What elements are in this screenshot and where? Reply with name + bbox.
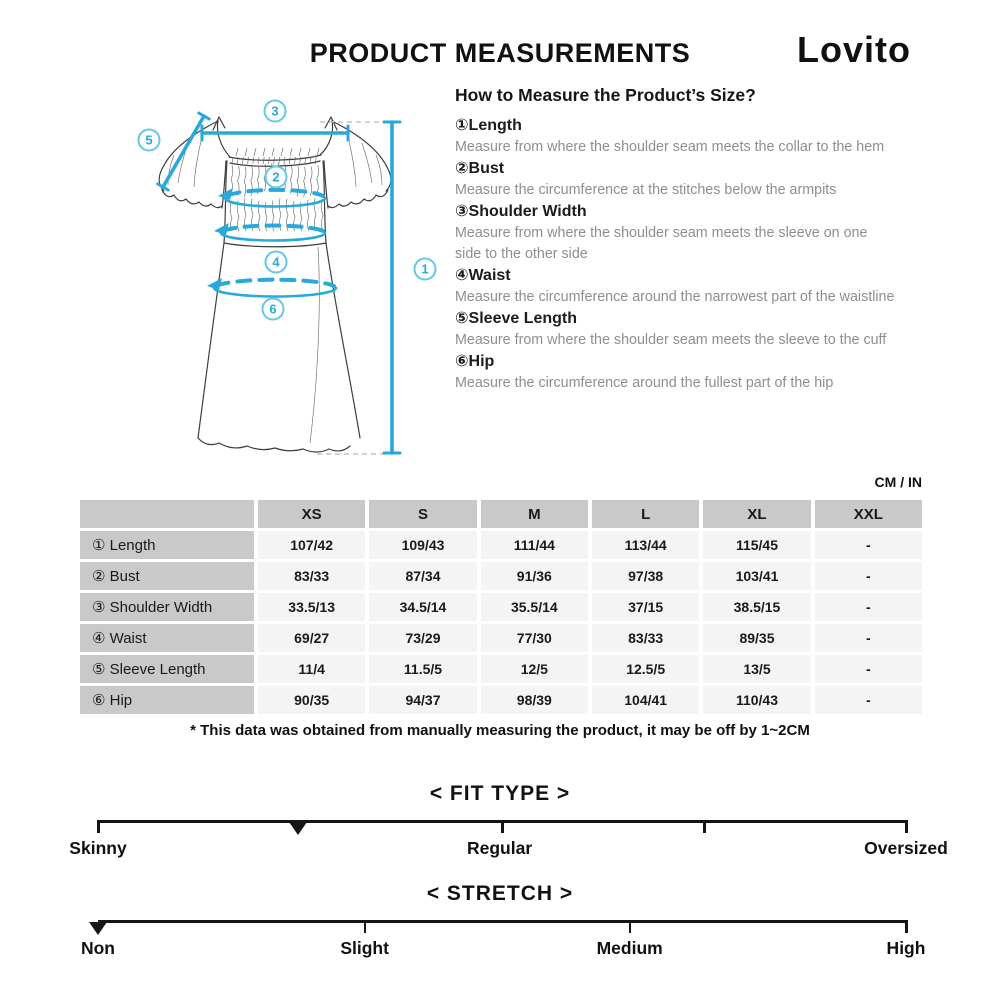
measurement-row-label: ④ Waist bbox=[80, 624, 254, 652]
dress-sketch-icon bbox=[110, 95, 460, 465]
measurement-value-cell: 98/39 bbox=[481, 686, 588, 714]
stretch-label: Non bbox=[80, 938, 116, 958]
measurement-value-cell: - bbox=[815, 531, 922, 559]
shoulder-width-line bbox=[202, 126, 348, 140]
measure-item-label: ①Length bbox=[455, 117, 522, 134]
size-column-header: M bbox=[481, 500, 588, 528]
fit-type-marker-icon bbox=[289, 822, 307, 835]
measure-item-description: Measure from where the shoulder seam meets the sleeve on one side to the other side bbox=[455, 225, 868, 262]
measurement-value-cell: - bbox=[815, 686, 922, 714]
how-to-item bbox=[455, 308, 895, 351]
how-to-list bbox=[455, 115, 895, 394]
measurement-value-cell: 115/45 bbox=[703, 531, 810, 559]
measurement-value-cell: - bbox=[815, 624, 922, 652]
stretch-tick bbox=[905, 920, 908, 933]
measurement-value-cell: 13/5 bbox=[703, 655, 810, 683]
measure-item-description: Measure the circumference around the narrowest part of the waistline bbox=[455, 289, 895, 305]
table-corner-cell bbox=[80, 500, 254, 528]
measurement-value-cell: 69/27 bbox=[258, 624, 365, 652]
measurement-value-cell: 33.5/13 bbox=[258, 593, 365, 621]
stretch-track bbox=[0, 918, 1000, 978]
svg-text:4: 4 bbox=[272, 254, 280, 270]
measurement-value-cell: 113/44 bbox=[592, 531, 699, 559]
how-to-item bbox=[455, 201, 895, 265]
measurement-value-cell: 91/36 bbox=[481, 562, 588, 590]
measure-point-2-icon bbox=[266, 167, 287, 188]
measurement-value-cell: 11.5/5 bbox=[369, 655, 476, 683]
stretch-label: High bbox=[886, 938, 926, 958]
svg-text:2: 2 bbox=[272, 169, 280, 185]
brand-logo: Lovito bbox=[797, 29, 911, 70]
measurement-value-cell: 12/5 bbox=[481, 655, 588, 683]
fit-type-tick bbox=[905, 820, 908, 833]
fit-type-track bbox=[0, 818, 1000, 878]
measurement-value-cell: 107/42 bbox=[258, 531, 365, 559]
measure-item-description: Measure from where the shoulder seam meets the sleeve to the cuff bbox=[455, 332, 887, 348]
measurement-row-label: ⑤ Sleeve Length bbox=[80, 655, 254, 683]
measure-item-label: ④Waist bbox=[455, 267, 511, 284]
measure-point-1-icon bbox=[415, 259, 436, 280]
measure-item-label: ②Bust bbox=[455, 160, 505, 177]
measurement-value-cell: 11/4 bbox=[258, 655, 365, 683]
stretch-tick bbox=[629, 920, 632, 933]
measurement-row-label: ⑥ Hip bbox=[80, 686, 254, 714]
size-column-header: XL bbox=[703, 500, 810, 528]
size-column-header: XXL bbox=[815, 500, 922, 528]
fit-type-title: < FIT TYPE > bbox=[429, 782, 571, 805]
measurement-value-cell: - bbox=[815, 593, 922, 621]
measure-item-description: Measure from where the shoulder seam meets the collar to the hem bbox=[455, 139, 885, 155]
measurement-value-cell: 35.5/14 bbox=[481, 593, 588, 621]
measurement-value-cell: 103/41 bbox=[703, 562, 810, 590]
measurement-value-cell: 89/35 bbox=[703, 624, 810, 652]
measurement-value-cell: 73/29 bbox=[369, 624, 476, 652]
how-to-item bbox=[455, 115, 895, 158]
fit-type-label: Oversized bbox=[864, 838, 948, 858]
measurement-value-cell: 12.5/5 bbox=[592, 655, 699, 683]
measure-item-label: ③Shoulder Width bbox=[455, 203, 587, 220]
fit-type-scale bbox=[0, 782, 1000, 878]
length-line bbox=[384, 122, 400, 453]
svg-text:5: 5 bbox=[145, 132, 153, 148]
measure-item-label: ⑤Sleeve Length bbox=[455, 310, 578, 327]
measure-point-4-icon bbox=[266, 252, 287, 273]
measurement-value-cell: 111/44 bbox=[481, 531, 588, 559]
measurement-value-cell: 83/33 bbox=[592, 624, 699, 652]
measurement-row-label: ② Bust bbox=[80, 562, 254, 590]
fit-type-tick bbox=[97, 820, 100, 833]
size-table bbox=[80, 500, 922, 714]
bust-ellipse bbox=[218, 188, 325, 206]
stretch-scale bbox=[0, 882, 1000, 978]
measurement-value-cell: 34.5/14 bbox=[369, 593, 476, 621]
svg-text:3: 3 bbox=[271, 103, 279, 119]
stretch-tick bbox=[364, 920, 367, 933]
measurement-value-cell: - bbox=[815, 655, 922, 683]
hip-ellipse bbox=[207, 278, 336, 297]
size-column-header: S bbox=[369, 500, 476, 528]
measurement-value-cell: 104/41 bbox=[592, 686, 699, 714]
measurement-value-cell: 97/38 bbox=[592, 562, 699, 590]
fit-type-label: Regular bbox=[466, 838, 533, 858]
measurement-value-cell: - bbox=[815, 562, 922, 590]
how-to-heading: How to Measure the Product’s Size? bbox=[455, 85, 756, 105]
measure-point-6-icon bbox=[263, 299, 284, 320]
measurement-value-cell: 110/43 bbox=[703, 686, 810, 714]
dress-measurement-diagram bbox=[110, 95, 460, 465]
measurement-value-cell: 90/35 bbox=[258, 686, 365, 714]
svg-text:1: 1 bbox=[421, 261, 429, 277]
how-to-item bbox=[455, 158, 895, 201]
measure-item-label: ⑥Hip bbox=[455, 353, 495, 370]
measurement-value-cell: 83/33 bbox=[258, 562, 365, 590]
size-column-header: L bbox=[592, 500, 699, 528]
stretch-marker-icon bbox=[89, 922, 107, 935]
size-column-header: XS bbox=[258, 500, 365, 528]
how-to-item bbox=[455, 265, 895, 308]
measurement-value-cell: 87/34 bbox=[369, 562, 476, 590]
stretch-label: Medium bbox=[596, 938, 663, 958]
measurement-value-cell: 109/43 bbox=[369, 531, 476, 559]
measurement-value-cell: 37/15 bbox=[592, 593, 699, 621]
measurement-row-label: ① Length bbox=[80, 531, 254, 559]
measurement-row-label: ③ Shoulder Width bbox=[80, 593, 254, 621]
fit-type-label: Skinny bbox=[69, 838, 127, 858]
measurement-value-cell: 77/30 bbox=[481, 624, 588, 652]
page-title: PRODUCT MEASUREMENTS bbox=[309, 38, 691, 68]
measure-point-5-icon bbox=[139, 130, 160, 151]
measure-item-description: Measure the circumference around the fullest part of the hip bbox=[455, 375, 834, 391]
stretch-title: < STRETCH > bbox=[426, 882, 574, 905]
measurement-value-cell: 94/37 bbox=[369, 686, 476, 714]
stretch-axis-line bbox=[98, 920, 906, 923]
svg-text:6: 6 bbox=[269, 301, 277, 317]
how-to-section bbox=[455, 85, 895, 394]
measurement-value-cell: 38.5/15 bbox=[703, 593, 810, 621]
unit-label: CM / IN bbox=[874, 474, 922, 490]
measure-item-description: Measure the circumference at the stitches below the armpits bbox=[455, 182, 837, 198]
stretch-label: Slight bbox=[340, 938, 389, 958]
sleeve-length-line bbox=[158, 113, 209, 190]
table-footnote: * This data was obtained from manually measuring the product, it may be off by 1~2CM bbox=[190, 722, 810, 739]
how-to-item bbox=[455, 351, 895, 394]
fit-type-tick bbox=[703, 820, 706, 833]
measure-point-3-icon bbox=[265, 101, 286, 122]
fit-type-tick bbox=[501, 820, 504, 833]
